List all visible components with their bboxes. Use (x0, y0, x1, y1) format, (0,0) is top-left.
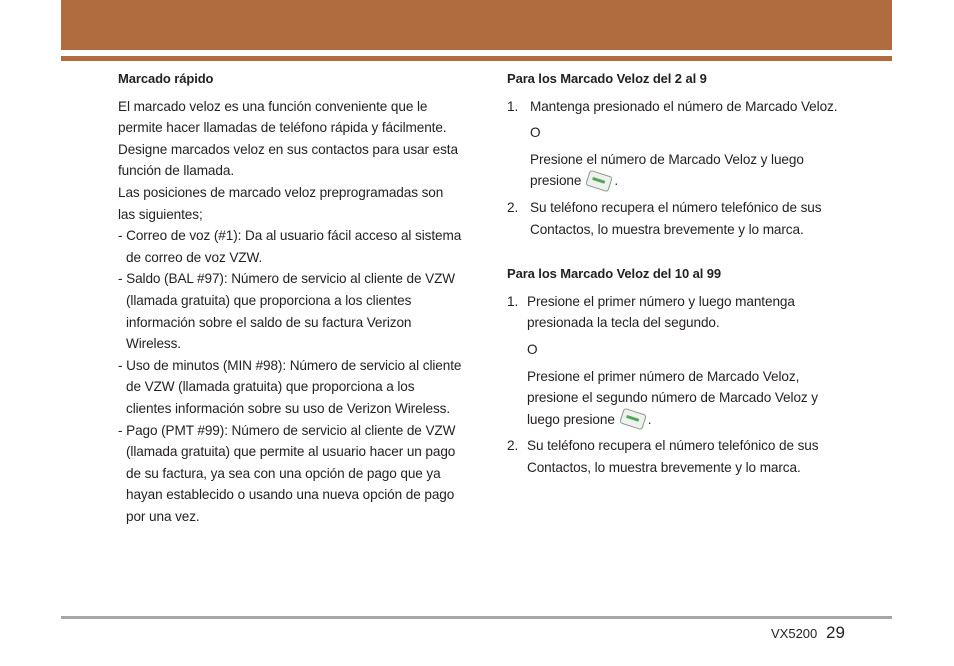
text-line: (llamada gratuita) que proporciona a los clientes (126, 292, 412, 308)
text-line: de VZW (llamada gratuita) que proporciona a los (126, 379, 415, 395)
header-bar (61, 0, 892, 50)
text-line: - Pago (PMT #99): Número de servicio al cliente de VZW (118, 422, 456, 438)
step-text (530, 197, 867, 240)
text-line: Las posiciones de marcado veloz preprogramadas son (118, 184, 444, 200)
step-item (507, 197, 867, 240)
step-text (527, 435, 867, 478)
text-line: - Uso de minutos (MIN #98): Número de servicio al cliente (118, 357, 462, 373)
text-line: presione (530, 173, 582, 189)
step-number: 1. (507, 293, 519, 309)
text-line: Presione el primer número y luego mantenga (527, 293, 795, 309)
or-separator: O (530, 125, 541, 141)
text-line: de su factura, ya sea con una opción de pago que ya (126, 465, 441, 481)
text-line: clientes información sobre su uso de Verizon Wireless. (126, 400, 451, 416)
text-line: - Correo de voz (#1): Da al usuario fácil acceso al sistema (118, 228, 462, 244)
text-line: luego presione (527, 411, 615, 427)
text-line: presionada la tecla del segundo. (527, 315, 720, 331)
step-number: 1. (507, 98, 519, 114)
intro-paragraph (118, 96, 478, 182)
section-heading-2-al-9: Para los Marcado Veloz del 2 al 9 (507, 71, 707, 86)
text-line: por una vez. (126, 508, 200, 524)
right-column (507, 68, 867, 479)
or-separator: O (527, 341, 538, 357)
send-key-icon (619, 408, 647, 431)
text-line: permite hacer llamadas de teléfono rápida y fácilmente. (118, 120, 447, 136)
header-rule (61, 56, 892, 61)
alternative-instruction (507, 149, 867, 192)
text-line: El marcado veloz es una función conveniente que le (118, 98, 428, 114)
text-line: Su teléfono recupera el número telefónico de sus (530, 199, 822, 215)
text-line: de correo de voz VZW. (126, 249, 263, 265)
text-line: Presione el primer número de Marcado Veloz, (527, 368, 800, 384)
step-item (507, 435, 867, 478)
text-line: Wireless. (126, 336, 181, 352)
alternative-instruction (507, 366, 867, 431)
text-line: presione el segundo número de Marcado Veloz y (527, 390, 818, 406)
list-item-correo-de-voz (118, 225, 478, 268)
footer-model-name: VX5200 (771, 626, 818, 641)
list-item-uso-de-minutos (118, 355, 478, 420)
section-heading-marcado-rapido: Marcado rápido (118, 71, 214, 86)
text-line: . (647, 411, 652, 427)
list-item-saldo (118, 268, 478, 354)
text-line: función de llamada. (118, 163, 234, 179)
step-text (527, 291, 867, 334)
text-line: Contactos, lo muestra brevemente y lo marca. (530, 221, 804, 237)
step-item (507, 291, 867, 334)
text-line: (llamada gratuita) que permite al usuario hacer un pago (126, 444, 456, 460)
step-text: Mantenga presionado el número de Marcado Veloz. (530, 98, 838, 114)
footer-rule (61, 616, 892, 619)
section-heading-10-al-99: Para los Marcado Veloz del 10 al 99 (507, 266, 721, 282)
text-line: Presione el número de Marcado Veloz y luego (530, 151, 804, 167)
text-line: - Saldo (BAL #97): Número de servicio al cliente de VZW (118, 271, 456, 287)
text-line: hayan establecido o usando una nueva opción de pago (126, 487, 455, 503)
positions-paragraph (118, 182, 478, 225)
send-key-icon (585, 169, 613, 192)
text-line: información sobre el saldo de su factura Verizon (126, 314, 412, 330)
text-line: . (614, 173, 619, 189)
text-line: Designe marcados veloz en sus contactos para usar esta (118, 141, 458, 157)
list-item-pago (118, 420, 478, 528)
step-number: 2. (507, 438, 519, 454)
page-number: 29 (826, 623, 845, 642)
text-line: Contactos, lo muestra brevemente y lo marca. (527, 459, 801, 475)
left-column (118, 68, 478, 527)
text-line: Su teléfono recupera el número telefónico de sus (527, 438, 819, 454)
step-number: 2. (507, 199, 519, 215)
text-line: las siguientes; (118, 206, 203, 222)
step-item (507, 96, 867, 118)
